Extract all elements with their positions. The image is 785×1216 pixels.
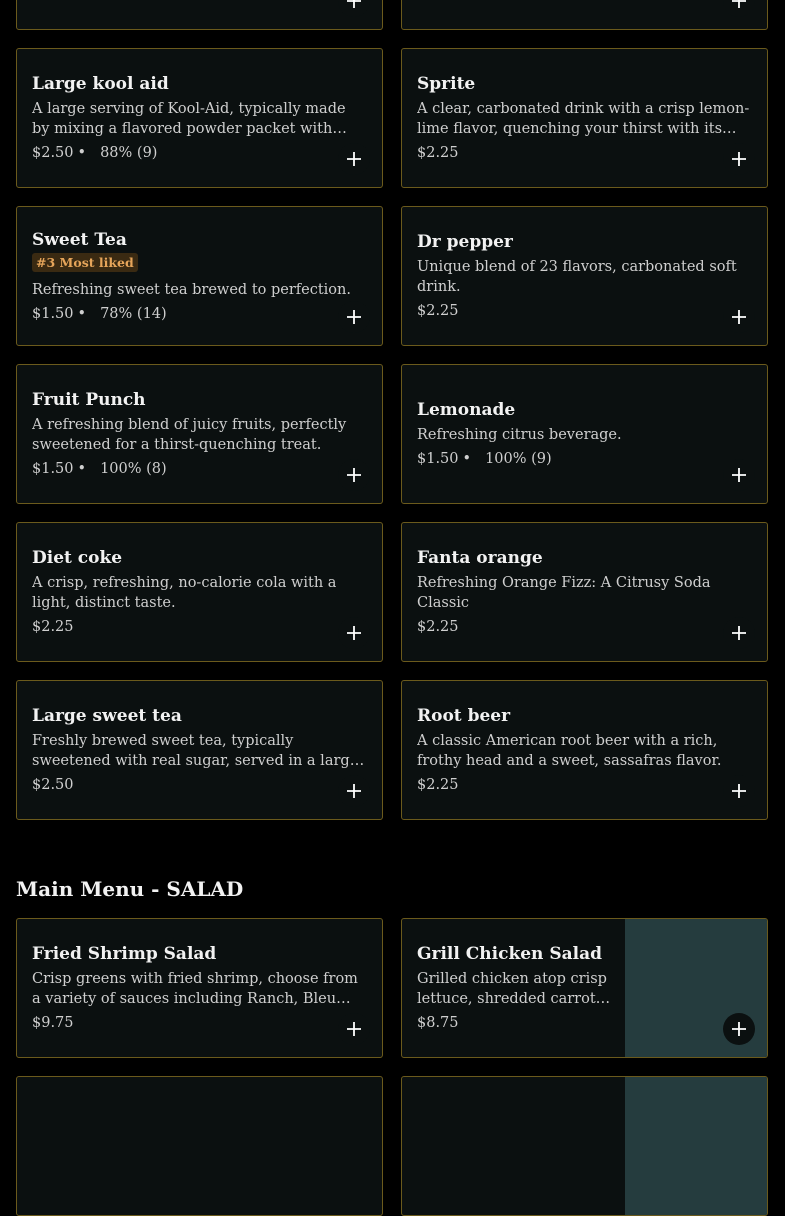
- item-name: Sprite: [417, 74, 476, 94]
- item-meta: [32, 617, 366, 637]
- plus-icon: [731, 625, 747, 641]
- item-name: Fried Shrimp Salad: [32, 944, 217, 964]
- menu-item-card[interactable]: [16, 522, 383, 662]
- item-rating: 100% (8): [100, 461, 167, 477]
- add-item-button[interactable]: [723, 1013, 755, 1045]
- item-price: $2.25: [417, 145, 459, 161]
- item-meta: [32, 143, 366, 163]
- item-price: $2.25: [417, 777, 459, 793]
- item-description: Unique blend of 23 flavors, carbonated soft drink.: [417, 259, 737, 295]
- item-price: $2.50: [32, 777, 74, 793]
- add-item-button[interactable]: [723, 301, 755, 333]
- item-meta: [32, 775, 366, 795]
- item-price: $1.50: [32, 305, 74, 322]
- item-meta: [417, 449, 751, 469]
- item-name: Sweet Tea: [32, 229, 127, 250]
- menu-item-card[interactable]: [16, 680, 383, 820]
- menu-item-card[interactable]: [401, 48, 768, 188]
- item-description: Crisp greens with fried shrimp, choose from a variety of sauces including Ranch, Bleu: [32, 971, 358, 1007]
- item-meta: [417, 1013, 611, 1033]
- menu-item-card[interactable]: [401, 680, 768, 820]
- item-image: [625, 1077, 767, 1215]
- menu-item-card[interactable]: [401, 918, 768, 1058]
- item-description: Refreshing Orange Fizz: A Citrusy Soda Classic: [417, 575, 711, 611]
- plus-icon: [346, 151, 362, 167]
- item-price: $2.50: [32, 145, 74, 161]
- item-price: $2.25: [417, 619, 459, 635]
- separator: •: [77, 305, 87, 322]
- section-title: Main Menu - SALAD: [16, 877, 244, 901]
- plus-icon: [731, 151, 747, 167]
- add-item-button[interactable]: [338, 459, 370, 491]
- add-item-button[interactable]: [723, 143, 755, 175]
- item-description: A crisp, refreshing, no-calorie cola with a light, distinct taste.: [32, 575, 337, 611]
- most-liked-badge: #3 Most liked: [32, 253, 138, 272]
- item-name: Root beer: [417, 706, 511, 726]
- item-price: $1.50: [417, 451, 459, 467]
- item-meta: [32, 304, 366, 324]
- separator: •: [462, 451, 472, 467]
- item-price: $1.50: [32, 461, 74, 477]
- item-name: Fanta orange: [417, 548, 543, 568]
- plus-icon: [346, 625, 362, 641]
- add-item-button[interactable]: [338, 617, 370, 649]
- add-item-button[interactable]: [338, 775, 370, 807]
- item-rating: 100% (9): [485, 451, 552, 467]
- item-rating: 88% (9): [100, 145, 158, 161]
- plus-icon: [731, 783, 747, 799]
- plus-icon: [346, 467, 362, 483]
- item-meta: [417, 301, 751, 321]
- item-name: Large sweet tea: [32, 706, 182, 726]
- item-description: Refreshing citrus beverage.: [417, 427, 622, 443]
- plus-icon: [731, 1021, 747, 1037]
- menu-item-card[interactable]: [401, 1076, 768, 1216]
- menu-item-card[interactable]: [16, 0, 383, 30]
- add-item-button[interactable]: [723, 0, 755, 17]
- item-description: A large serving of Kool-Aid, typically made by mixing a flavored powder packet with: [32, 101, 346, 137]
- menu-item-card[interactable]: [16, 1076, 383, 1216]
- separator: •: [77, 145, 87, 161]
- item-name: Dr pepper: [417, 232, 513, 252]
- item-meta: [417, 143, 751, 163]
- item-name: Grill Chicken Salad: [417, 944, 602, 964]
- item-price: $9.75: [32, 1015, 74, 1031]
- menu-item-card[interactable]: [16, 206, 383, 346]
- add-item-button[interactable]: [723, 617, 755, 649]
- item-meta: [417, 617, 751, 637]
- menu-item-card[interactable]: [16, 918, 383, 1058]
- item-description: A refreshing blend of juicy fruits, perfectly sweetened for a thirst-quenching treat.: [32, 417, 347, 453]
- menu-item-card[interactable]: [401, 206, 768, 346]
- item-description: Refreshing sweet tea brewed to perfection.: [32, 281, 351, 298]
- item-description: A clear, carbonated drink with a crisp lemon-lime flavor, quenching your thirst with its: [417, 101, 750, 137]
- item-name: Diet coke: [32, 548, 123, 568]
- add-item-button[interactable]: [338, 0, 370, 17]
- add-item-button[interactable]: [723, 459, 755, 491]
- item-meta: [417, 775, 751, 795]
- item-price: $2.25: [32, 619, 74, 635]
- menu-item-card[interactable]: [401, 522, 768, 662]
- item-rating: 78% (14): [100, 305, 167, 322]
- plus-icon: [731, 309, 747, 325]
- plus-icon: [346, 0, 362, 9]
- item-price: $2.25: [417, 303, 459, 319]
- plus-icon: [731, 467, 747, 483]
- add-item-button[interactable]: [338, 301, 370, 333]
- item-description: Grilled chicken atop crisp lettuce, shredded carrots,: [417, 971, 608, 1007]
- add-item-button[interactable]: [723, 775, 755, 807]
- menu-item-card[interactable]: [401, 0, 768, 30]
- plus-icon: [731, 0, 747, 9]
- item-price: $8.75: [417, 1015, 459, 1031]
- plus-icon: [346, 309, 362, 325]
- separator: •: [77, 461, 87, 477]
- add-item-button[interactable]: [338, 143, 370, 175]
- menu-item-card[interactable]: [401, 364, 768, 504]
- item-name: Large kool aid: [32, 74, 169, 94]
- item-meta: [32, 459, 366, 479]
- plus-icon: [346, 1021, 362, 1037]
- item-name: Fruit Punch: [32, 390, 146, 410]
- menu-item-card[interactable]: [16, 48, 383, 188]
- item-description: A classic American root beer with a rich, frothy head and a sweet, sassafras flavor.: [417, 733, 722, 769]
- add-item-button[interactable]: [338, 1013, 370, 1045]
- item-description: Freshly brewed sweet tea, typically sweetened with real sugar, served in a large: [32, 733, 359, 769]
- item-name: Lemonade: [417, 400, 516, 420]
- plus-icon: [346, 783, 362, 799]
- menu-item-card[interactable]: [16, 364, 383, 504]
- item-meta: [32, 1013, 366, 1033]
